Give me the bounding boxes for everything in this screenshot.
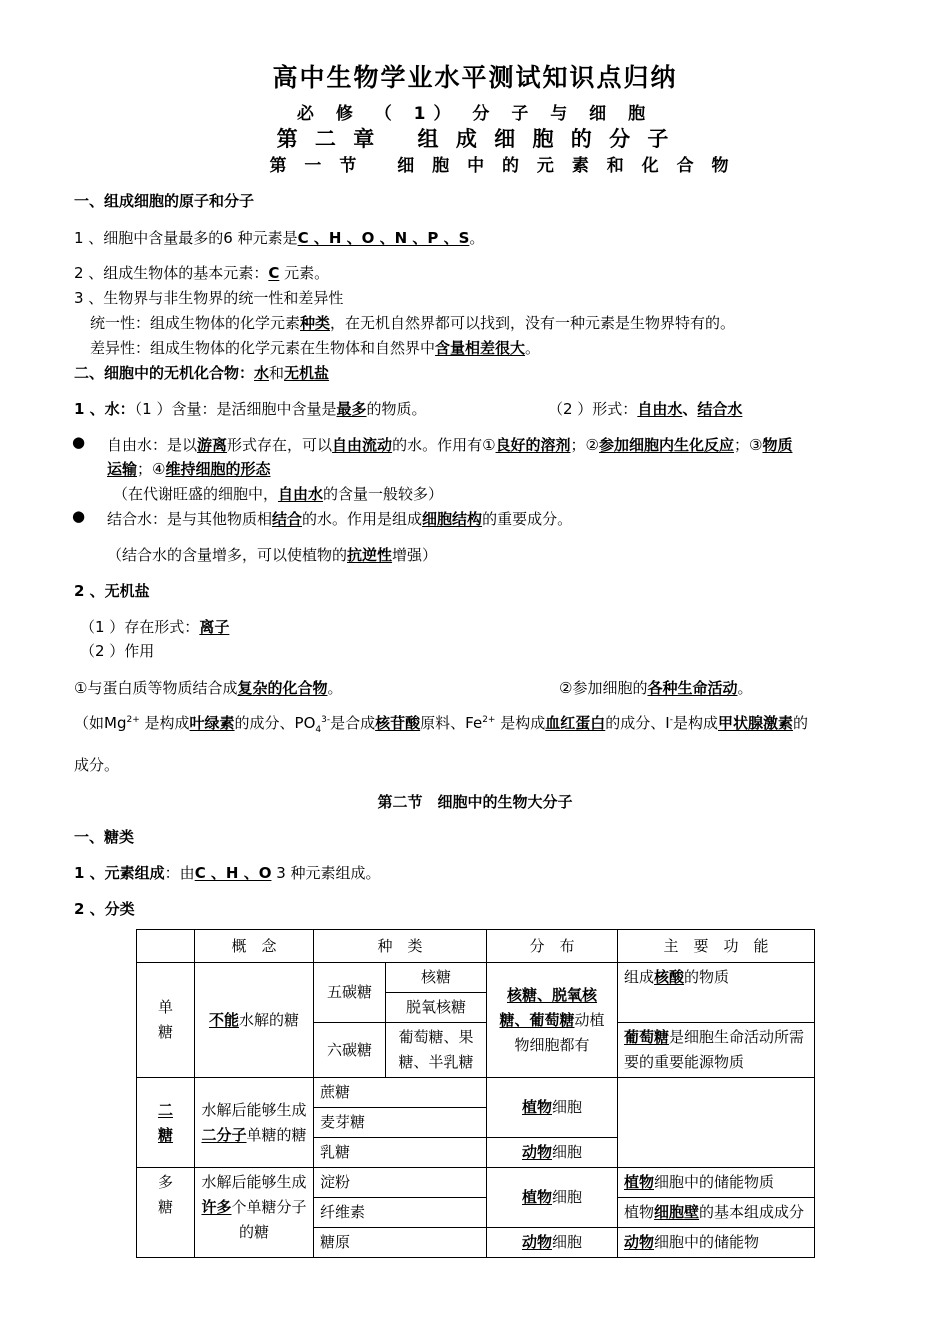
line-ion-examples: （如$Mg^{2+}$ 是构成叶绿素的成分、$PO_4^{3-}$是合成核苷酸原料、$Fe^{2+}$ 是构成血红蛋白的成分、I-是构成甲状腺激素的	[74, 714, 809, 735]
line-sugar-composition: 1 、元素组成：由C 、H 、O 3 种元素组成。	[74, 864, 381, 882]
glycogen-function: 动物细胞中的储能物	[618, 1228, 815, 1258]
category-di: 二糖	[137, 1078, 195, 1168]
sugar-classification-table	[136, 929, 815, 1258]
line-basic-element: 2 、组成生物体的基本元素：C 元素。	[74, 264, 330, 282]
cellulose-function: 植物细胞壁的基本组成成分	[618, 1198, 815, 1228]
glucose-function: 葡萄糖是细胞生命活动所需要的重要能源物质	[618, 1023, 815, 1078]
line-six-elements: 1 、细胞中含量最多的6 种元素是C 、H 、O 、N 、P 、S。	[74, 229, 485, 247]
line-ion-examples-end: 成分。	[74, 756, 120, 774]
mono-distribution: 核糖、脱氧核糖、葡萄糖动植物细胞都有	[487, 963, 618, 1078]
poly-animal-distribution: 动物细胞	[487, 1228, 618, 1258]
chapter-title: 第 二 章 组 成 细 胞 的 分 子	[276, 127, 674, 151]
hexose-label: 六碳糖	[314, 1023, 386, 1078]
maltose-cell: 麦芽糖	[314, 1108, 487, 1138]
line-water: 1 、水：（1 ）含量：是活细胞中含量是最多的物质。	[74, 400, 427, 418]
line-unity-diversity: 3 、生物界与非生物界的统一性和差异性	[74, 289, 344, 307]
di-plant-distribution: 植物细胞	[487, 1078, 618, 1138]
line-bound-water: 结合水：是与其他物质相结合的水。作用是组成细胞结构的重要成分。	[107, 510, 573, 528]
bullet-bound-water: ●	[72, 507, 86, 525]
starch-function: 植物细胞中的储能物质	[618, 1168, 815, 1198]
di-function-empty	[618, 1078, 815, 1168]
line-water-forms: （2 ）形式：自由水、结合水	[548, 400, 743, 418]
table-row	[137, 963, 815, 993]
header-type: 种 类	[314, 930, 487, 963]
table-row	[137, 1078, 815, 1108]
line-role2: ②参加细胞的各种生命活动。	[559, 679, 753, 697]
header-blank	[137, 930, 195, 963]
line-free-water: 自由水：是以游离形式存在，可以自由流动的水。作用有①良好的溶剂；②参加细胞内生化反应；③物质	[107, 436, 793, 454]
di-definition: 水解后能够生成二分子单糖的糖	[195, 1078, 314, 1168]
line-bound-water-note: （结合水的含量增多，可以使植物的抗逆性增强）	[107, 546, 438, 564]
line-salt-form: （1 ）存在形式：离子	[80, 618, 230, 636]
line-free-water-note: （在代谢旺盛的细胞中，自由水的含量一般较多）	[113, 485, 444, 503]
category-poly: 多糖	[137, 1168, 195, 1258]
hexose-items: 葡萄糖、果糖、半乳糖	[386, 1023, 487, 1078]
line-role1: ①与蛋白质等物质结合成复杂的化合物。	[74, 679, 343, 697]
header-distribution: 分 布	[487, 930, 618, 963]
category-mono: 单糖	[137, 963, 195, 1078]
cellulose-cell: 纤维素	[314, 1198, 487, 1228]
deoxyribose-cell: 脱氧核糖	[386, 993, 487, 1023]
section1-title: 第 一 节 细 胞 中 的 元 素 和 化 合 物	[269, 156, 735, 176]
poly-plant-distribution: 植物细胞	[487, 1168, 618, 1228]
line-salt-role: （2 ）作用	[80, 642, 155, 660]
heading-atoms-molecules: 一、组成细胞的原子和分子	[74, 192, 255, 210]
mono-definition: 不能水解的糖	[195, 963, 314, 1078]
line-free-water-cont: 运输；④维持细胞的形态	[107, 460, 271, 478]
header-concept: 概 念	[195, 930, 314, 963]
ribose-function: 组成核酸的物质	[618, 963, 815, 1023]
header-function: 主 要 功 能	[618, 930, 815, 963]
glycogen-cell: 糖原	[314, 1228, 487, 1258]
poly-definition: 水解后能够生成许多个单糖分子的糖	[195, 1168, 314, 1258]
heading-sugars: 一、糖类	[74, 828, 135, 846]
book-title: 必 修 （ 1） 分 子 与 细 胞	[296, 104, 654, 124]
heading-sugar-classes: 2 、分类	[74, 900, 135, 918]
bullet-free-water: ●	[72, 433, 86, 451]
sucrose-cell: 蔗糖	[314, 1078, 487, 1108]
heading-inorganic: 二、细胞中的无机化合物：水和无机盐	[74, 364, 330, 382]
table-header-row	[137, 930, 815, 963]
heading-salts: 2 、无机盐	[74, 582, 150, 600]
line-diversity: 差异性：组成生物体的化学元素在生物体和自然界中含量相差很大。	[90, 339, 541, 357]
table-row	[137, 1168, 815, 1198]
lactose-cell: 乳糖	[314, 1138, 487, 1168]
starch-cell: 淀粉	[314, 1168, 487, 1198]
page-title: 高中生物学业水平测试知识点归纳	[272, 63, 678, 92]
pentose-label: 五碳糖	[314, 963, 386, 1023]
line-unity: 统一性：组成生物体的化学元素种类，在无机自然界都可以找到，没有一种元素是生物界特有的。	[90, 314, 736, 332]
section2-title: 第二节 细胞中的生物大分子	[377, 793, 573, 811]
di-animal-distribution: 动物细胞	[487, 1138, 618, 1168]
ribose-cell: 核糖	[386, 963, 487, 993]
